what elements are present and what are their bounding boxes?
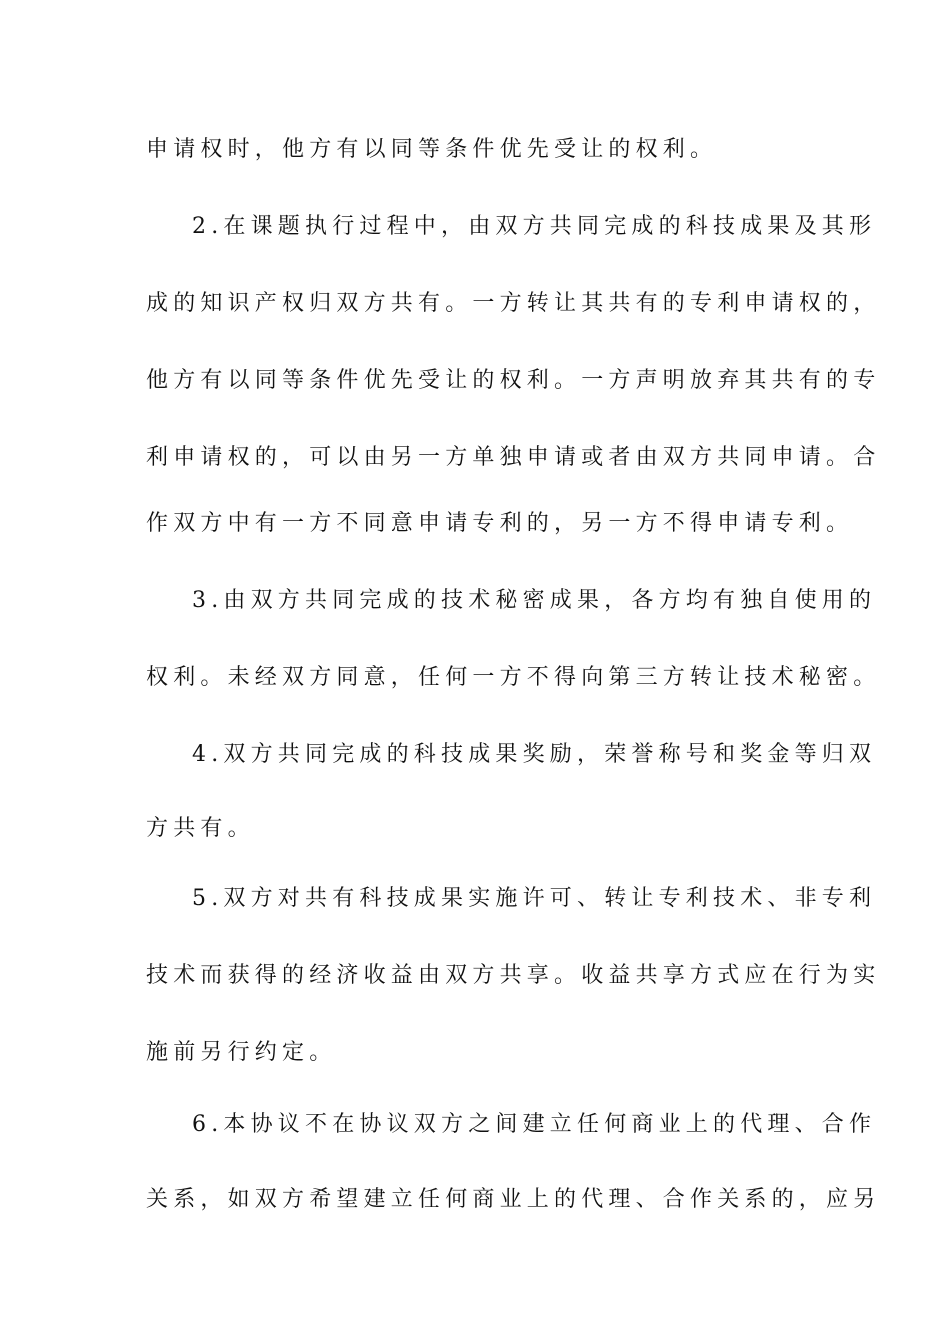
text-line: 作双方中有一方不同意申请专利的，另一方不得申请专利。: [146, 511, 854, 536]
text-line: 施前另行约定。: [146, 1040, 337, 1065]
paragraph-4-line: 4.双方共同完成的科技成果奖励，荣誉称号和奖金等归双: [192, 742, 877, 767]
text-line: 成的知识产权归双方共有。一方转让其共有的专利申请权的，: [146, 291, 881, 316]
paragraph-6-line: 6.本协议不在协议双方之间建立任何商业上的代理、合作: [192, 1112, 877, 1137]
text-line: 申请权时，他方有以同等条件优先受让的权利。: [146, 137, 718, 162]
text-line: 关系，如双方希望建立任何商业上的代理、合作关系的，应另: [146, 1187, 881, 1212]
text-line: 方共有。: [146, 816, 255, 841]
paragraph-3-line: 3.由双方共同完成的技术秘密成果，各方均有独自使用的: [192, 588, 877, 613]
text-line: 权利。未经双方同意，任何一方不得向第三方转让技术秘密。: [146, 665, 881, 690]
paragraph-2-line: 2.在课题执行过程中，由双方共同完成的科技成果及其形: [192, 214, 877, 239]
text-line: 他方有以同等条件优先受让的权利。一方声明放弃其共有的专: [146, 368, 881, 393]
text-line: 利申请权的，可以由另一方单独申请或者由双方共同申请。合: [146, 445, 881, 470]
text-line: 技术而获得的经济收益由双方共享。收益共享方式应在行为实: [146, 963, 881, 988]
paragraph-5-line: 5.双方对共有科技成果实施许可、转让专利技术、非专利: [192, 886, 877, 911]
